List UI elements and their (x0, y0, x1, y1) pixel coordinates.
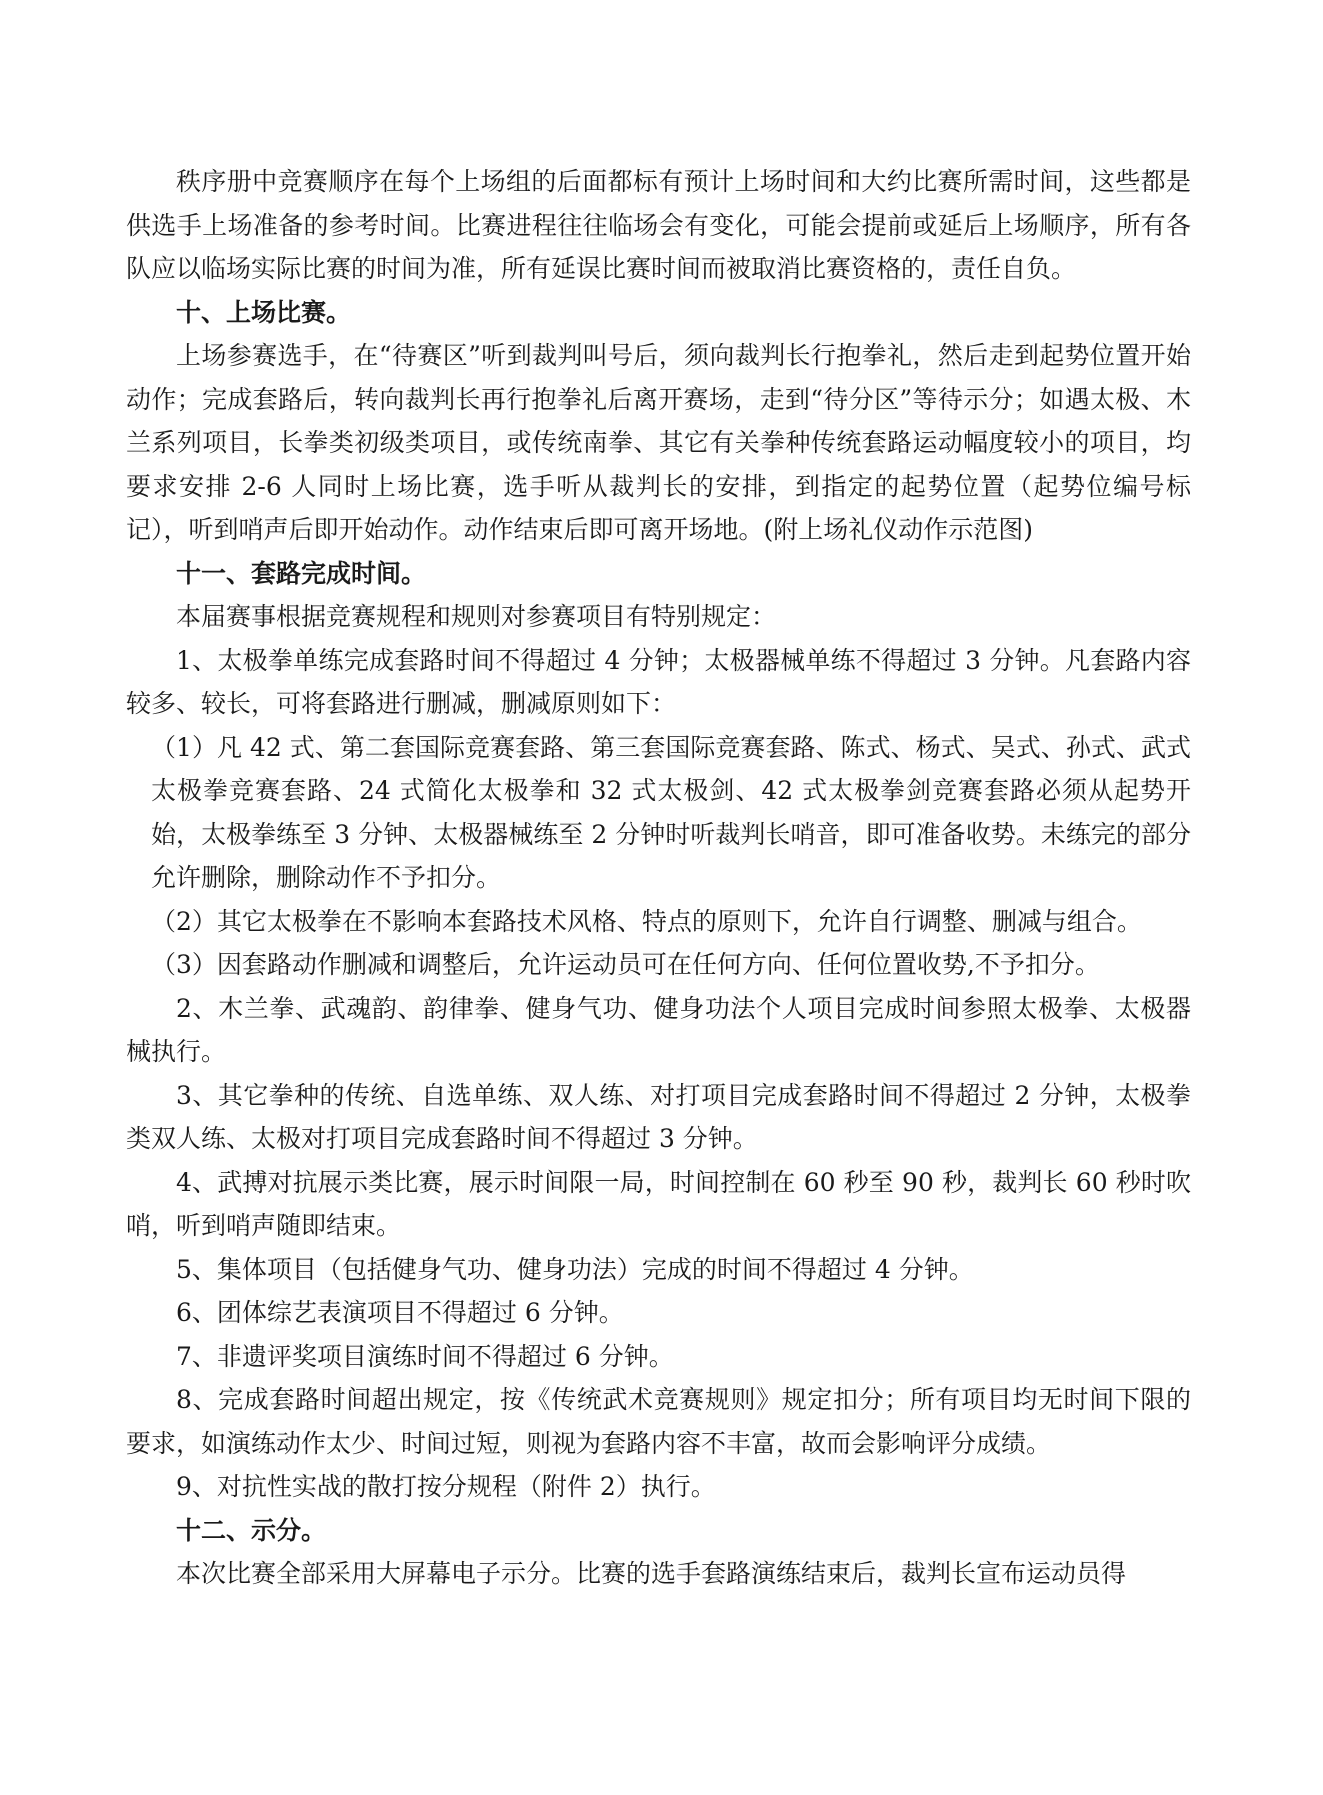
paragraph-rule-3: 3、其它拳种的传统、自选单练、双人练、对打项目完成套路时间不得超过 2 分钟，太极拳类双人练、太极对打项目完成套路时间不得超过 3 分钟。 (126, 1080, 1191, 1153)
paragraph-rule-2: 2、木兰拳、武魂韵、韵律拳、健身气功、健身功法个人项目完成时间参照太极拳、太极器械执行。 (126, 993, 1191, 1066)
paragraph-scoring-display: 本次比赛全部采用大屏幕电子示分。比赛的选手套路演练结束后，裁判长宣布运动员得 (176, 1559, 1127, 1588)
document-page (126, 160, 1191, 1596)
paragraph-rule-1-sub-2: （2）其它太极拳在不影响本套路技术风格、特点的原则下，允许自行调整、删减与组合。 (151, 906, 1142, 936)
paragraph-rule-9: 9、对抗性实战的散打按分规程（附件 2）执行。 (176, 1472, 716, 1501)
paragraph-rule-7: 7、非遗评奖项目演练时间不得超过 6 分钟。 (176, 1341, 674, 1371)
section-heading-11: 十一、套路完成时间。 (176, 558, 427, 588)
paragraph-rule-4: 4、武搏对抗展示类比赛，展示时间限一局，时间控制在 60 秒至 90 秒，裁判长 60 秒时吹哨，听到哨声随即结束。 (126, 1167, 1191, 1240)
paragraph-rule-1-sub-3: （3）因套路动作删减和调整后，允许运动员可在任何方向、任何位置收势,不予扣分。 (151, 950, 1100, 979)
paragraph-special-rules-intro: 本届赛事根据竞赛规程和规则对参赛项目有特别规定： (176, 602, 777, 631)
paragraph-rule-1-sub-1: （1）凡 42 式、第二套国际竞赛套路、第三套国际竞赛套路、陈式、杨式、吴式、孙式、武式太极拳竞赛套路、24 式简化太极拳和 32 式太极剑、42 式太极拳剑竞赛套路必须从起势开始，太极拳练至 3 分钟、太极器械练至 2 分钟时听裁判长哨音，即可准备收势。未练完的部分允许删除，删除动作不予扣分。 (151, 732, 1191, 892)
paragraph-rule-5: 5、集体项目（包括健身气功、健身功法）完成的时间不得超过 4 分钟。 (176, 1254, 974, 1284)
paragraph-rule-6: 6、团体综艺表演项目不得超过 6 分钟。 (176, 1298, 624, 1327)
paragraph-schedule-note: 秩序册中竞赛顺序在每个上场组的后面都标有预计上场时间和大约比赛所需时间，这些都是供选手上场准备的参考时间。比赛进程往往临场会有变化，可能会提前或延后上场顺序，所有各队应以临场实际比赛的时间为准，所有延误比赛时间而被取消比赛资格的，责任自负。 (126, 167, 1191, 283)
paragraph-rule-1: 1、太极拳单练完成套路时间不得超过 4 分钟；太极器械单练不得超过 3 分钟。凡套路内容较多、较长，可将套路进行删减，删减原则如下： (126, 645, 1191, 718)
paragraph-rule-8: 8、完成套路时间超出规定，按《传统武术竞赛规则》规定扣分；所有项目均无时间下限的要求，如演练动作太少、时间过短，则视为套路内容不丰富，故而会影响评分成绩。 (126, 1385, 1191, 1458)
section-heading-10: 十、上场比赛。 (176, 297, 352, 327)
section-heading-12: 十二、示分。 (176, 1515, 327, 1545)
paragraph-entering-competition: 上场参赛选手，在“待赛区”听到裁判叫号后，须向裁判长行抱拳礼，然后走到起势位置开始动作；完成套路后，转向裁判长再行抱拳礼后离开赛场，走到“待分区”等待示分；如遇太极、木兰系列项目，长拳类初级类项目，或传统南拳、其它有关拳种传统套路运动幅度较小的项目，均要求安排 2-6 人同时上场比赛，选手听从裁判长的安排，到指定的起势位置（起势位编号标记），听到哨声后即开始动作。动作结束后即可离开场地。(附上场礼仪动作示范图) (126, 341, 1191, 544)
